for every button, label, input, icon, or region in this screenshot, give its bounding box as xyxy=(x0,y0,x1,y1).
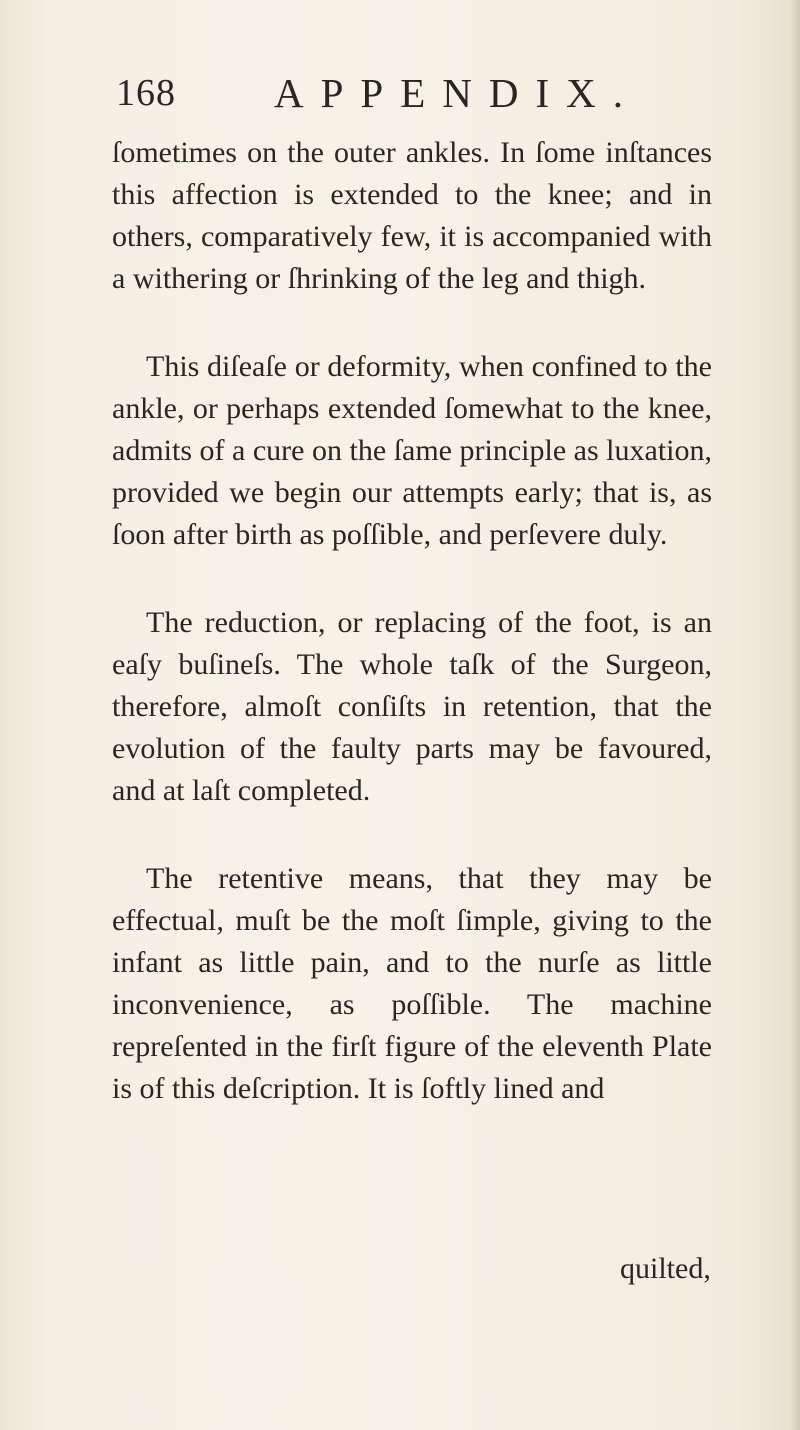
paragraph-continuation: ſometimes on the outer ankles. In ſome inſtances this affection is extended to the knee; and in others, comparatively few, it is accompanied with a withering or ſhrinking of the leg and thigh. xyxy=(112,136,712,295)
page-edge-shadow xyxy=(790,0,800,1430)
paragraph-reduction: The reduction, or replacing of the foot, is an eaſy buſineſs. The whole taſk of the Surgeon, therefore, almoſt conſiſts in retention, that the evolution of the faulty parts may be favoured, and at laſt completed. xyxy=(112,606,712,807)
running-head xyxy=(116,68,716,118)
body-text xyxy=(112,132,712,1156)
header-title: APPENDIX. xyxy=(274,70,640,116)
page-number: 168 xyxy=(116,72,176,114)
paragraph-retentive-means: The retentive means, that they may be effectual, muſt be the moſt ſimple, giving to the infant as little pain, and to the nurſe as little inconvenience, as poſſible. The machine repreſented in the firſt figure of the eleventh Plate is of this deſcription. It is ſoftly lined and xyxy=(112,862,712,1105)
catchword: quilted, xyxy=(620,1252,711,1285)
paragraph-disease-cure: This diſeaſe or deformity, when confined to the ankle, or perhaps extended ſomewhat to the knee, admits of a cure on the ſame principle as luxation, provided we begin our attempts early; that is, as ſoon after birth as poſſible, and perſevere duly. xyxy=(112,350,712,551)
